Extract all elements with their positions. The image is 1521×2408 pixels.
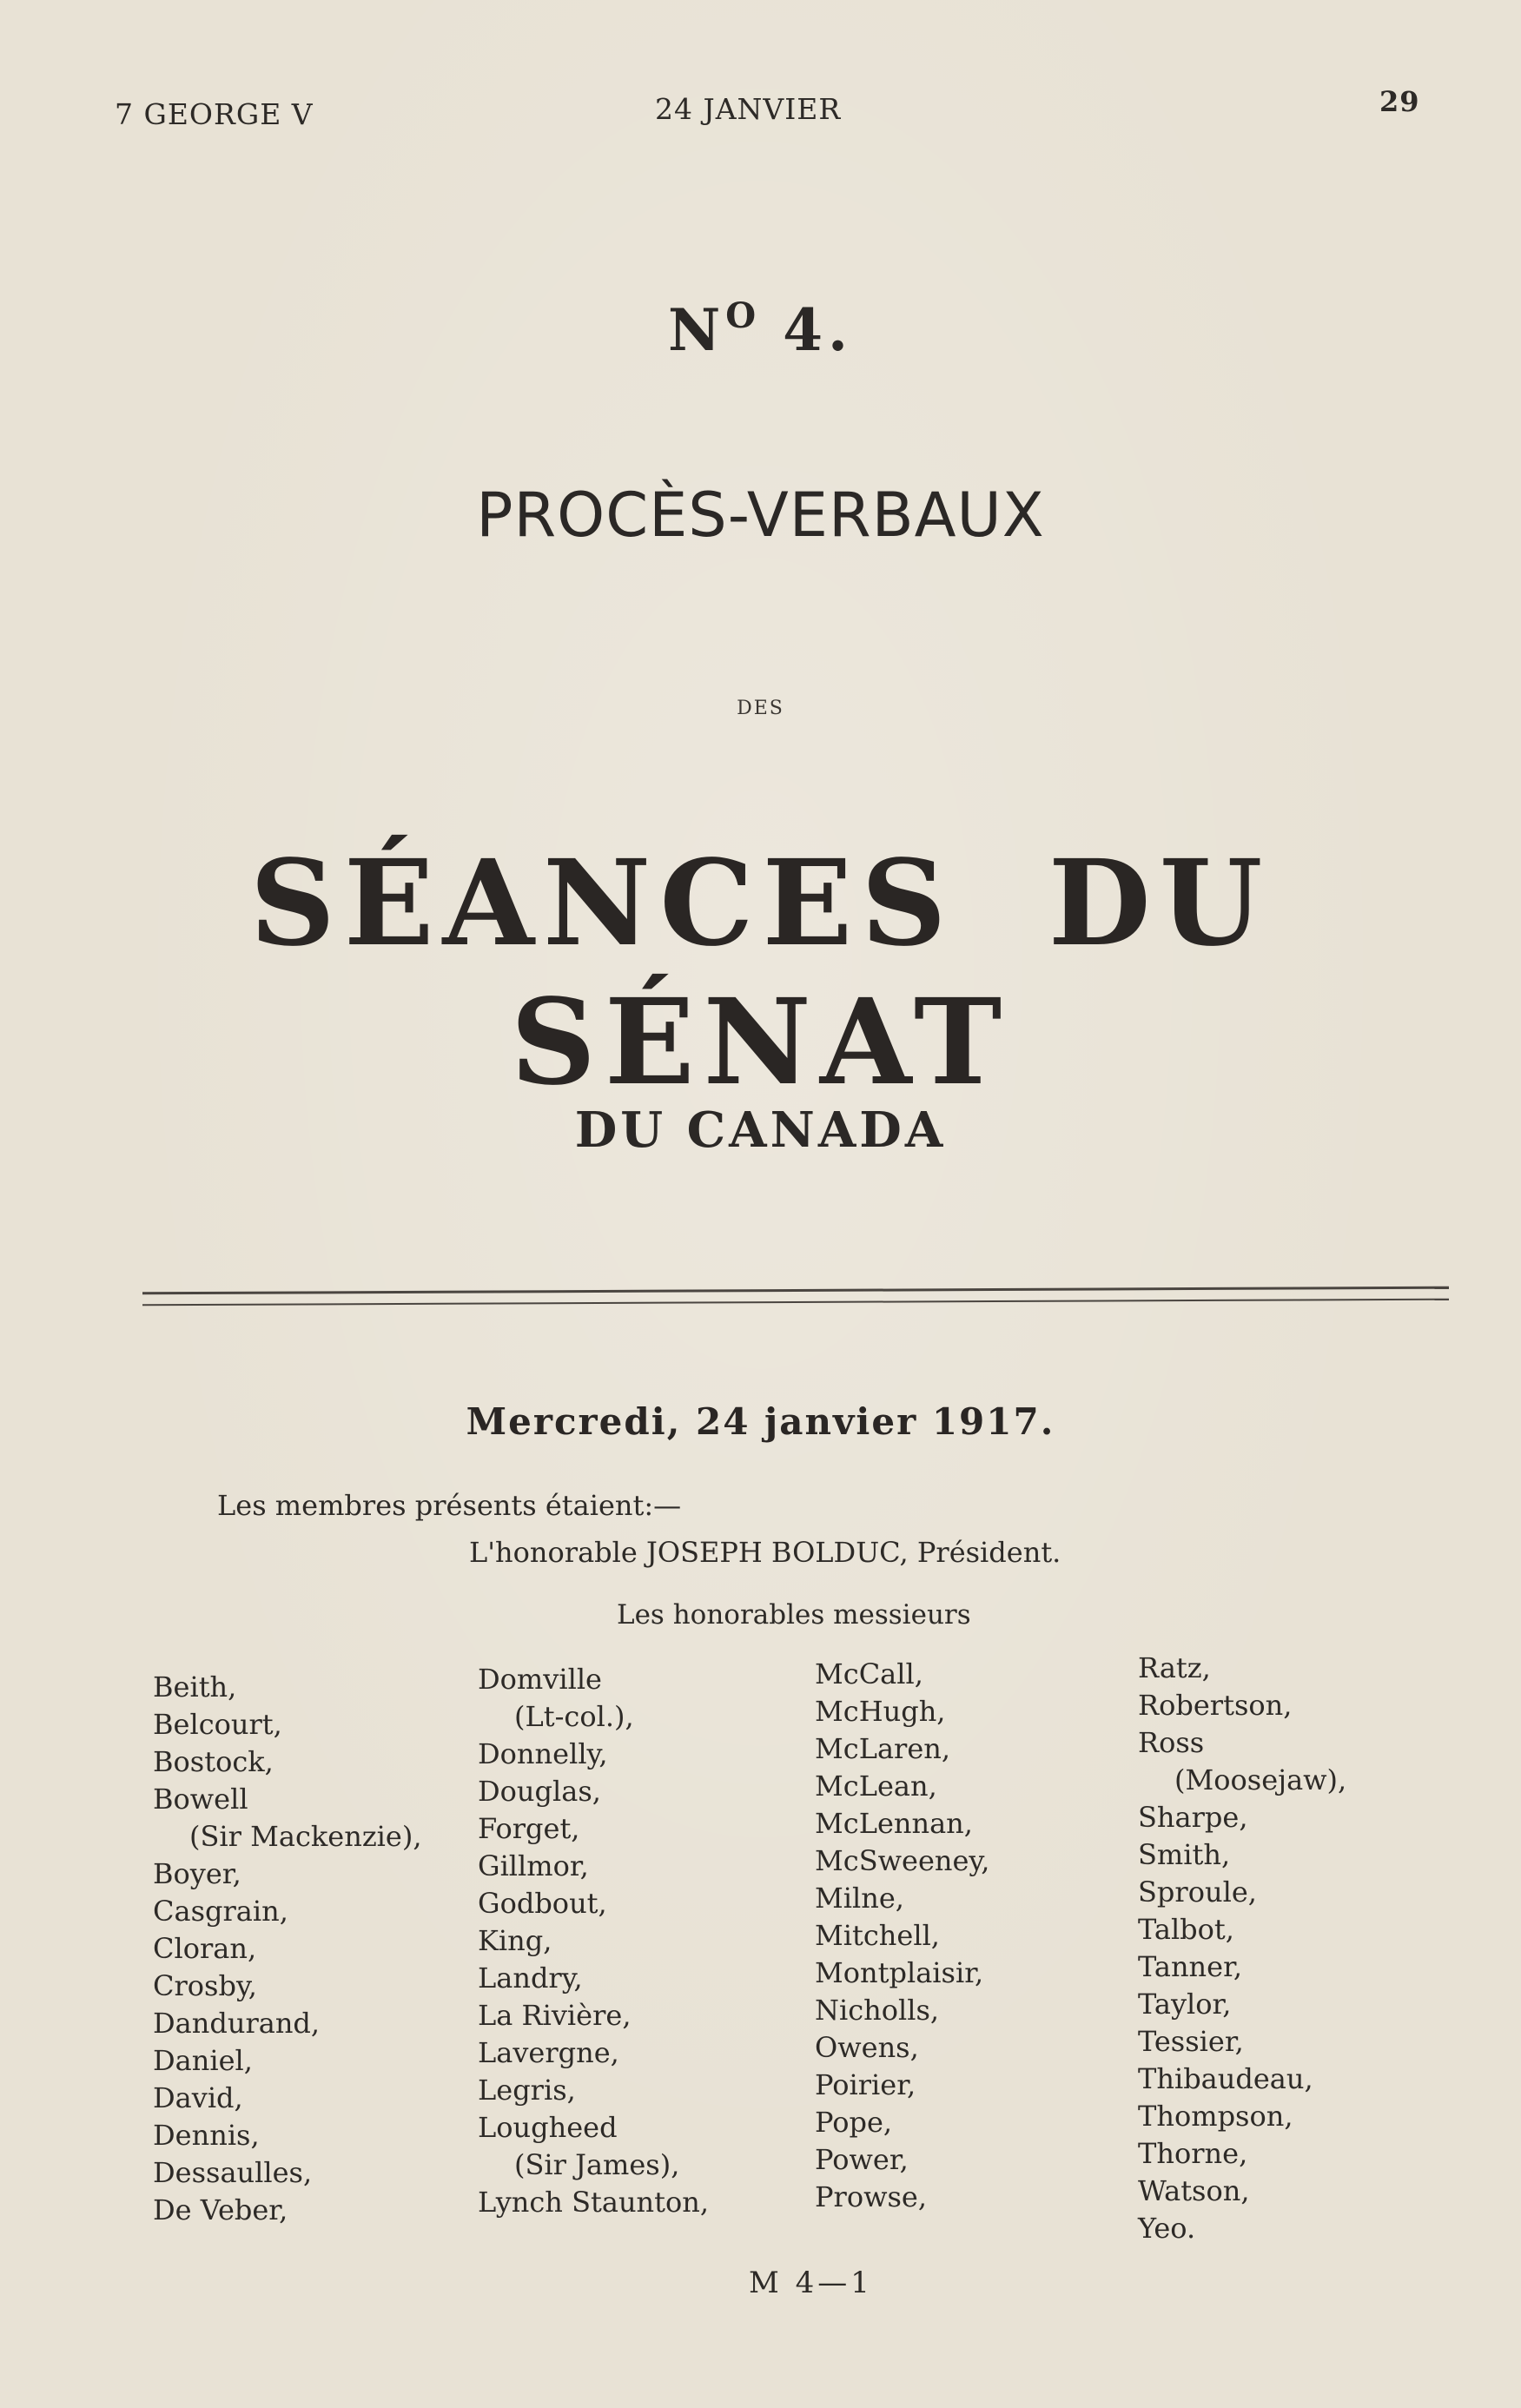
member-name: Gillmor, — [478, 1849, 589, 1882]
member-name: Tessier, — [1138, 2025, 1244, 2058]
member-name: Forget, — [478, 1812, 580, 1845]
member-name: Daniel, — [153, 2044, 253, 2077]
page-footer-signature: M 4—1 — [749, 2266, 873, 2300]
president-line: L'honorable JOSEPH BOLDUC, Président. — [469, 1536, 1061, 1569]
member-name: Lavergne, — [478, 2036, 619, 2069]
member-name: Douglas, — [478, 1775, 601, 1808]
members-column-1 — [153, 1669, 422, 2229]
member-name: Yeo. — [1138, 2212, 1196, 2245]
member-name: McLaren, — [815, 1732, 951, 1765]
member-name: McSweeney, — [815, 1844, 990, 1877]
des-heading: DES — [737, 698, 784, 719]
member-name-continuation: (Sir Mackenzie), — [189, 1820, 422, 1853]
member-name: Cloran, — [153, 1932, 257, 1965]
member-name: Sharpe, — [1138, 1801, 1248, 1834]
du-canada-heading: DU CANADA — [574, 1101, 947, 1159]
issue-number-value: 4. — [757, 296, 854, 364]
issue-superscript: O — [725, 295, 758, 336]
member-name: Ross — [1138, 1726, 1205, 1759]
member-name: Milne, — [815, 1882, 904, 1915]
member-name: La Rivière, — [478, 1999, 632, 2032]
member-name: Thibaudeau, — [1138, 2062, 1313, 2095]
member-name: Domville — [478, 1663, 602, 1696]
issue-number — [0, 295, 1521, 364]
members-intro: Les membres présents étaient:— — [217, 1489, 682, 1522]
member-name: Tanner, — [1138, 1950, 1243, 1983]
page-number: 29 — [1379, 85, 1420, 118]
member-name: Crosby, — [153, 1969, 257, 2002]
member-name: Lynch Staunton, — [478, 2186, 710, 2219]
member-name: Power, — [815, 2143, 909, 2176]
member-name: Taylor, — [1138, 1988, 1232, 2021]
member-name: David, — [153, 2081, 243, 2114]
member-name: McCall, — [815, 1657, 923, 1690]
member-name: Lougheed — [478, 2111, 618, 2144]
member-name: Pope, — [815, 2106, 893, 2139]
members-column-2 — [478, 1661, 709, 2221]
members-column-3 — [815, 1656, 989, 2216]
member-name: De Veber, — [153, 2193, 288, 2226]
divider-rule-bottom — [142, 1299, 1449, 1307]
running-header-left: 7 GEORGE V — [115, 97, 314, 131]
member-name: Bowell — [153, 1783, 248, 1816]
honorables-line: Les honorables messieurs — [617, 1599, 971, 1631]
member-name: Bostock, — [153, 1745, 274, 1778]
member-name: Smith, — [1138, 1838, 1231, 1871]
running-header-date: 24 JANVIER — [655, 92, 842, 126]
member-name: Casgrain, — [153, 1895, 288, 1928]
member-name: Landry, — [478, 1961, 583, 1995]
member-name: Owens, — [815, 2031, 919, 2064]
member-name: Godbout, — [478, 1887, 607, 1920]
main-title: SÉANCES DU SÉNAT — [249, 834, 1272, 1112]
member-name: Thorne, — [1138, 2137, 1248, 2170]
member-name-continuation: (Moosejaw), — [1174, 1763, 1347, 1796]
member-name: Dandurand, — [153, 2007, 321, 2040]
member-name: Beith, — [153, 1670, 237, 1703]
member-name: Dessaulles, — [153, 2156, 313, 2189]
member-name: Boyer, — [153, 1857, 241, 1890]
member-name: Poirier, — [815, 2068, 916, 2101]
members-column-4 — [1138, 1650, 1346, 2247]
member-name: Donnelly, — [478, 1737, 608, 1770]
member-name: Thompson, — [1138, 2100, 1293, 2133]
issue-prefix: N — [667, 296, 726, 364]
member-name: Ratz, — [1138, 1651, 1211, 1684]
member-name: Prowse, — [815, 2180, 928, 2213]
member-name: Mitchell, — [815, 1919, 940, 1952]
member-name: Montplaisir, — [815, 1956, 984, 1989]
member-name-continuation: (Sir James), — [514, 2148, 680, 2181]
member-name: Watson, — [1138, 2174, 1250, 2207]
divider-rule-top — [142, 1287, 1449, 1295]
member-name: Belcourt, — [153, 1708, 282, 1741]
member-name: Sproule, — [1138, 1875, 1257, 1909]
member-name: Robertson, — [1138, 1689, 1293, 1722]
member-name: King, — [478, 1924, 552, 1957]
member-name: McHugh, — [815, 1695, 946, 1728]
member-name: Legris, — [478, 2074, 576, 2107]
member-name: Nicholls, — [815, 1994, 940, 2027]
member-name-continuation: (Lt-col.), — [514, 1700, 634, 1733]
member-name: McLean, — [815, 1770, 937, 1803]
member-name: McLennan, — [815, 1807, 973, 1840]
member-name: Dennis, — [153, 2119, 260, 2152]
proces-verbaux-heading: PROCÈS-VERBAUX — [476, 480, 1045, 551]
session-date: Mercredi, 24 janvier 1917. — [466, 1400, 1055, 1443]
member-name: Talbot, — [1138, 1913, 1234, 1946]
